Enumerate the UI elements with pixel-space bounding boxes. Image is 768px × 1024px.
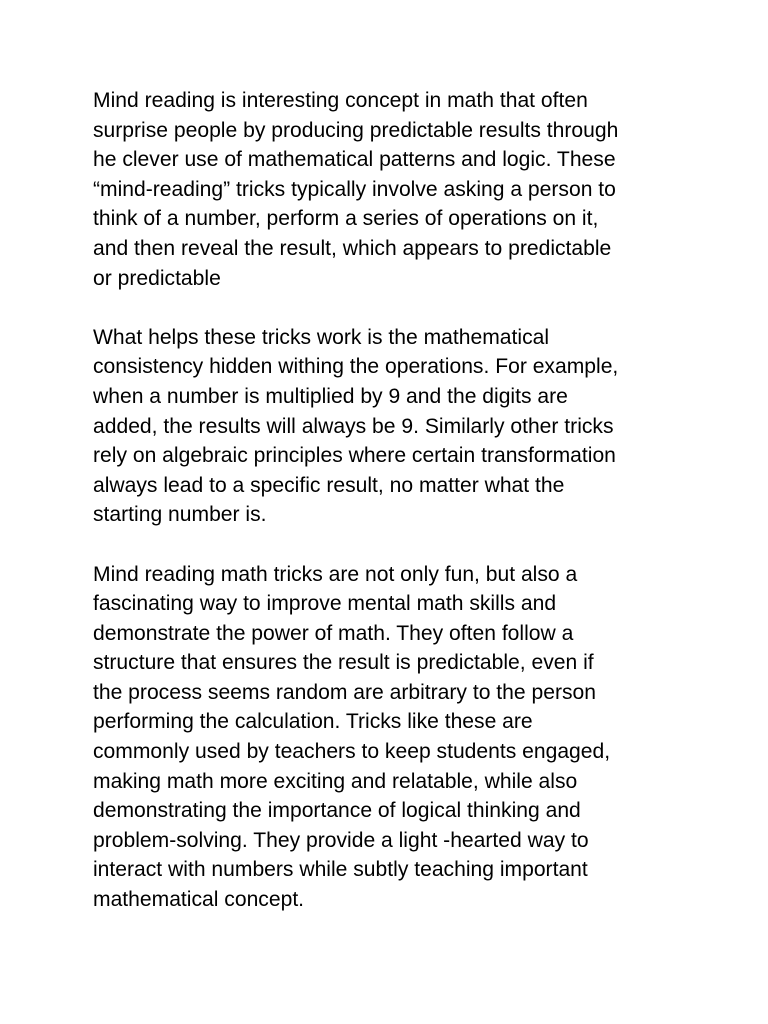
document-body	[93, 86, 683, 915]
paragraph-line: the process seems random are arbitrary to the person	[93, 680, 596, 704]
paragraph-gap	[93, 293, 683, 323]
paragraph-line: mathematical concept.	[93, 888, 305, 912]
paragraph-2	[93, 323, 683, 530]
paragraph-line: making math more exciting and relatable, while also	[93, 769, 578, 793]
paragraph-line: demonstrate the power of math. They often follow a	[93, 621, 574, 645]
paragraph-line: always lead to a specific result, no matter what the	[93, 473, 565, 497]
paragraph-line: fascinating way to improve mental math skills and	[93, 592, 557, 616]
paragraph-gap	[93, 530, 683, 560]
paragraph-line: problem-solving. They provide a light -hearted way to	[93, 828, 589, 852]
paragraph-line: demonstrating the importance of logical thinking and	[93, 799, 581, 823]
paragraph-line: performing the calculation. Tricks like these are	[93, 710, 533, 734]
paragraph-line: think of a number, perform a series of operations on it,	[93, 207, 599, 231]
paragraph-line: added, the results will always be 9. Similarly other tricks	[93, 414, 614, 438]
paragraph-line: consistency hidden withing the operations. For example,	[93, 355, 619, 379]
paragraph-line: “mind-reading” tricks typically involve asking a person to	[93, 177, 616, 201]
paragraph-line: What helps these tricks work is the mathematical	[93, 325, 550, 349]
paragraph-1	[93, 86, 683, 293]
paragraph-3	[93, 560, 683, 915]
paragraph-line: surprise people by producing predictable results through	[93, 118, 619, 142]
paragraph-line: when a number is multiplied by 9 and the digits are	[93, 384, 568, 408]
paragraph-line: Mind reading is interesting concept in math that often	[93, 89, 588, 112]
paragraph-line: and then reveal the result, which appears to predictable	[93, 236, 612, 260]
paragraph-line: or predictable	[93, 266, 221, 290]
paragraph-line: structure that ensures the result is predictable, even if	[93, 651, 594, 675]
paragraph-line: Mind reading math tricks are not only fun, but also a	[93, 562, 578, 586]
paragraph-line: interact with numbers while subtly teaching important	[93, 858, 588, 882]
paragraph-line: rely on algebraic principles where certain transformation	[93, 444, 616, 468]
paragraph-line: he clever use of mathematical patterns and logic. These	[93, 148, 616, 172]
paragraph-line: starting number is.	[93, 503, 267, 527]
paragraph-line: commonly used by teachers to keep students engaged,	[93, 740, 611, 764]
